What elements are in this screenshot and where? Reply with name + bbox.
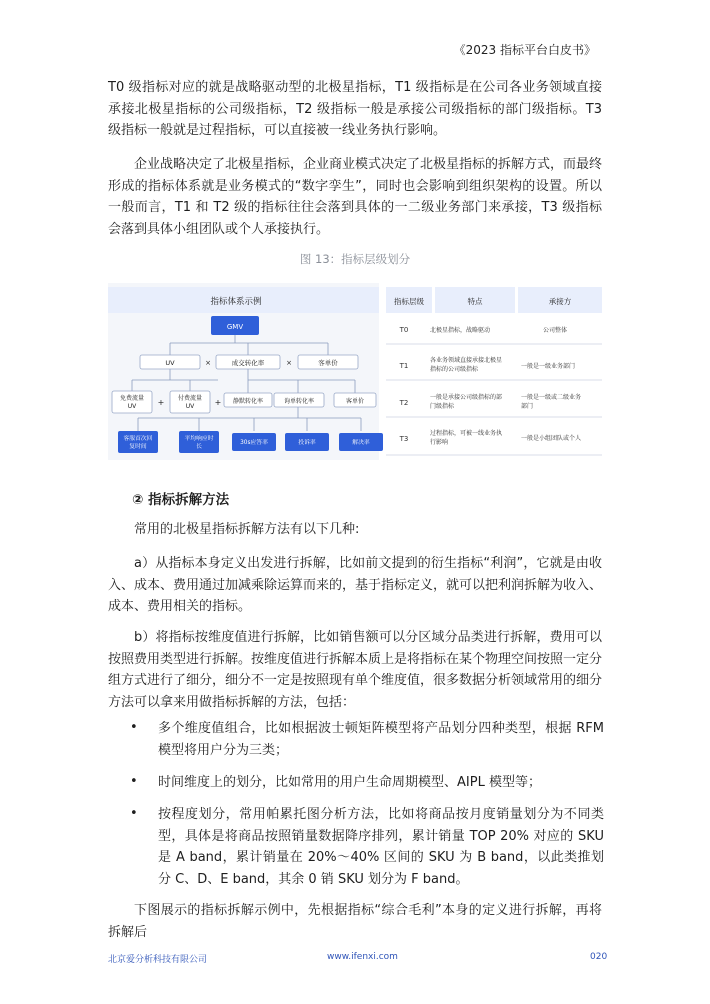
level-t2: T2 bbox=[399, 399, 409, 407]
owner-t2: 一般是一级或二级业务部门 bbox=[521, 394, 582, 410]
footer-website[interactable]: www.ifenxi.com bbox=[327, 952, 398, 962]
owner-t3: 一般是小组团队或个人 bbox=[521, 435, 582, 442]
feature-t2: 一般是承接公司级指标的部门级指标 bbox=[430, 394, 503, 410]
owner-t0: 公司整体 bbox=[543, 327, 568, 334]
paragraph-method-a: a）从指标本身定义出发进行拆解，比如前文提到的衍生指标“利润”，它就是由收入、成本、费用通过加减乘除运算而来的，基于指标定义，就可以把利润拆解为收入、成本、费用相关的指标。 bbox=[108, 556, 603, 614]
node-resolve-label: 解决率 bbox=[352, 440, 370, 446]
footer-page-number: 020 bbox=[590, 952, 608, 962]
paragraph-strategy: 企业战略决定了北极星指标，企业商业模式决定了北极星指标的拆解方式，而最终形成的指标体系就是业务模式的“数字孪生”，同时也会影响到组织架构的设置。所以一般而言，T1 和 T2 级的指标往往会落到具体的一二级业务部门来承接，T3 级指标会落到具体小组团队或个人承接执行。 bbox=[108, 157, 603, 237]
feature-t3: 过程指标，可被一线业务执行影响 bbox=[430, 430, 503, 446]
section-heading: ② 指标拆解方法 bbox=[132, 492, 230, 508]
indicator-level-figure bbox=[108, 283, 602, 460]
level-t3: T3 bbox=[399, 435, 409, 443]
op-times-2: × bbox=[286, 359, 292, 367]
node-gmv-label: GMV bbox=[226, 323, 244, 331]
bullet-marker-2: • bbox=[130, 774, 138, 789]
doc-title: 《2023 指标平台白皮书》 bbox=[453, 43, 596, 57]
op-plus-1: + bbox=[157, 398, 165, 407]
footer-company: 北京爱分析科技有限公司 bbox=[108, 955, 208, 965]
node-consult-label: 询单转化率 bbox=[283, 398, 315, 405]
node-free-uv-label: 免费流量 UV bbox=[119, 395, 145, 410]
header-level: 指标层级 bbox=[394, 297, 424, 306]
header-feature: 特点 bbox=[467, 297, 483, 306]
node-rate30-label: 30s应答率 bbox=[240, 440, 268, 446]
level-t1: T1 bbox=[399, 362, 409, 370]
node-conversion-label: 成交转化率 bbox=[231, 359, 265, 367]
paragraph-methods-intro: 常用的北极星指标拆解方法有以下几种: bbox=[134, 522, 360, 537]
node-complaint-label: 投诉率 bbox=[298, 440, 316, 446]
bullet-marker-3: • bbox=[130, 806, 138, 821]
owner-t1: 一般是一级业务部门 bbox=[521, 363, 576, 370]
bullet-marker-1: • bbox=[130, 720, 138, 735]
bullet-text-1: 多个维度值组合，比如根据波士顿矩阵模型将产品划分四种类型，根据 RFM 模型将用户分为三类； bbox=[158, 721, 604, 758]
node-price2-label: 客单价 bbox=[345, 398, 365, 405]
level-t0: T0 bbox=[399, 326, 409, 334]
paragraph-method-b: b）将指标按维度值进行拆解，比如销售额可以分区域分品类进行拆解，费用可以按照费用类型进行拆解。按维度值进行拆解本质上是将指标在某个物理空间按照一定分组方式进行了细分，细分不一定是按照现有单个维度值，很多数据分析领域常用的细分方法可以拿来用做指标拆解的方法，包括： bbox=[108, 630, 603, 710]
bullet-text-2: 时间维度上的划分，比如常用的用户生命周期模型、AIPL 模型等； bbox=[158, 775, 541, 790]
paragraph-example: 下图展示的指标拆解示例中，先根据指标“综合毛利”本身的定义进行拆解，再将拆解后 bbox=[108, 903, 602, 940]
header-system: 指标体系示例 bbox=[210, 297, 262, 307]
node-paid-uv-label: 付费流量 UV bbox=[177, 395, 203, 410]
bullet-text-3: 按程度划分，常用帕累托图分析方法，比如将商品按月度销量划分为不同类型，具体是将商品按照销量数据降序排列，累计销量 TOP 20% 对应的 SKU 是 A band，累计销量在 20%～40% 区间的 SKU 为 B band，以此类推划分 C、D、E band，其余 0 销 SKU 划分为 F band。 bbox=[158, 807, 604, 887]
op-plus-2: + bbox=[214, 398, 222, 407]
feature-t0: 北极星指标，战略驱动 bbox=[430, 327, 491, 334]
node-price-label: 客单价 bbox=[318, 359, 338, 367]
header-owner: 承接方 bbox=[548, 297, 572, 306]
paragraph-levels: T0 级指标对应的就是战略驱动型的北极星指标，T1 级指标是在公司各业务领域直接承接北极星指标的公司级指标，T2 级指标一般是承接公司级指标的部门级指标。T3 级指标一般就是过程指标，可以直接被一线业务执行影响。 bbox=[108, 80, 602, 138]
node-first-time-label: 客服首次回复时间 bbox=[123, 436, 153, 450]
node-uv-label: UV bbox=[165, 359, 175, 367]
figure-caption: 图 13：指标层级划分 bbox=[299, 252, 411, 266]
node-avg-time-label: 平均响应时长 bbox=[184, 436, 214, 450]
node-silent-label: 静默转化率 bbox=[232, 398, 264, 405]
feature-t1: 各业务领域直接承接北极星指标的公司级指标 bbox=[430, 357, 503, 373]
op-times-1: × bbox=[205, 359, 211, 367]
